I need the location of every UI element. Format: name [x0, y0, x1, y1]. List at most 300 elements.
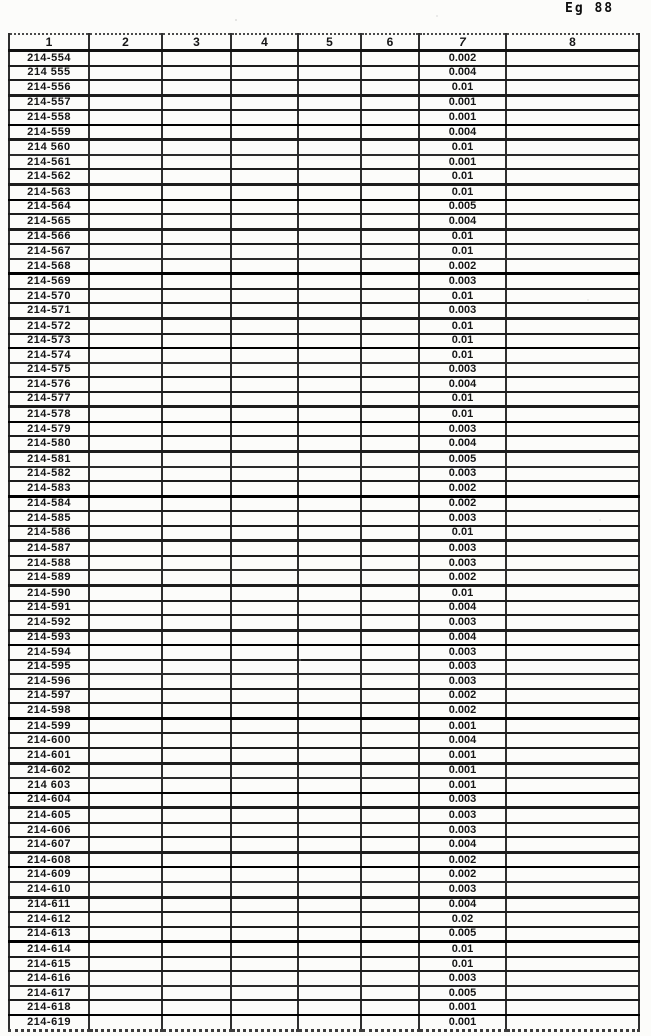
- cell-col4: [231, 348, 298, 363]
- cell-col5: [298, 808, 361, 823]
- cell-col8: [506, 66, 639, 81]
- cell-col3: [162, 660, 231, 675]
- cell-col3: [162, 733, 231, 748]
- cell-col7: 0.01: [419, 334, 506, 349]
- cell-col4: [231, 1000, 298, 1015]
- cell-col5: [298, 927, 361, 942]
- cell-col8: [506, 541, 639, 556]
- cell-col6: [361, 363, 419, 378]
- cell-col5: [298, 912, 361, 927]
- cell-col5: [298, 66, 361, 81]
- cell-col8: [506, 200, 639, 215]
- table-body: [9, 51, 639, 1031]
- cell-col6: [361, 451, 419, 466]
- cell-col8: [506, 630, 639, 645]
- table-row: [9, 289, 639, 304]
- cell-col6: [361, 66, 419, 81]
- cell-col7: 0.005: [419, 451, 506, 466]
- cell-col8: [506, 274, 639, 289]
- cell-col2: [89, 718, 162, 733]
- cell-col3: [162, 214, 231, 229]
- cell-col7: 0.001: [419, 718, 506, 733]
- cell-col8: [506, 912, 639, 927]
- cell-col8: [506, 95, 639, 110]
- table-row: [9, 867, 639, 882]
- cell-col1: 214-565: [9, 214, 89, 229]
- cell-col6: [361, 169, 419, 184]
- cell-col5: [298, 229, 361, 244]
- cell-col2: [89, 971, 162, 986]
- cell-col3: [162, 927, 231, 942]
- cell-col6: [361, 660, 419, 675]
- table-row: [9, 748, 639, 763]
- cell-col4: [231, 897, 298, 912]
- table-row: [9, 703, 639, 718]
- cell-col5: [298, 289, 361, 304]
- cell-col7: 0.002: [419, 852, 506, 867]
- cell-col2: [89, 942, 162, 957]
- cell-col7: 0.001: [419, 748, 506, 763]
- table-row: [9, 912, 639, 927]
- cell-col7: 0.003: [419, 793, 506, 808]
- cell-col4: [231, 852, 298, 867]
- cell-col2: [89, 882, 162, 897]
- cell-col6: [361, 852, 419, 867]
- cell-col7: 0.003: [419, 511, 506, 526]
- table-row: [9, 526, 639, 541]
- cell-col8: [506, 377, 639, 392]
- cell-col5: [298, 986, 361, 1001]
- cell-col5: [298, 392, 361, 407]
- cell-col6: [361, 927, 419, 942]
- cell-col4: [231, 140, 298, 155]
- cell-col4: [231, 674, 298, 689]
- cell-col2: [89, 808, 162, 823]
- cell-col5: [298, 867, 361, 882]
- table-row: [9, 823, 639, 838]
- cell-col7: 0.004: [419, 733, 506, 748]
- cell-col1: 214-563: [9, 185, 89, 200]
- cell-col5: [298, 200, 361, 215]
- cell-col4: [231, 556, 298, 571]
- cell-col1: 214-577: [9, 392, 89, 407]
- table-row: [9, 957, 639, 972]
- cell-col5: [298, 837, 361, 852]
- cell-col4: [231, 125, 298, 140]
- cell-col8: [506, 957, 639, 972]
- cell-col2: [89, 303, 162, 318]
- cell-col4: [231, 511, 298, 526]
- cell-col4: [231, 526, 298, 541]
- cell-col7: 0.02: [419, 912, 506, 927]
- table-row: [9, 541, 639, 556]
- cell-col7: 0.003: [419, 467, 506, 482]
- cell-col7: 0.004: [419, 125, 506, 140]
- cell-col5: [298, 51, 361, 66]
- cell-col5: [298, 377, 361, 392]
- cell-col2: [89, 169, 162, 184]
- cell-col7: 0.003: [419, 674, 506, 689]
- table-row: [9, 570, 639, 585]
- cell-col2: [89, 689, 162, 704]
- table-row: [9, 674, 639, 689]
- cell-col6: [361, 570, 419, 585]
- cell-col5: [298, 214, 361, 229]
- cell-col6: [361, 1015, 419, 1031]
- page-stamp: Eg 88: [565, 1, 615, 16]
- cell-col6: [361, 942, 419, 957]
- cell-col8: [506, 319, 639, 334]
- cell-col8: [506, 971, 639, 986]
- cell-col2: [89, 986, 162, 1001]
- cell-col7: 0.002: [419, 481, 506, 496]
- cell-col6: [361, 674, 419, 689]
- cell-col4: [231, 585, 298, 600]
- cell-col3: [162, 377, 231, 392]
- cell-col8: [506, 526, 639, 541]
- cell-col5: [298, 793, 361, 808]
- cell-col7: 0.01: [419, 585, 506, 600]
- table-row: [9, 630, 639, 645]
- cell-col8: [506, 645, 639, 660]
- cell-col8: [506, 703, 639, 718]
- cell-col5: [298, 80, 361, 95]
- cell-col6: [361, 897, 419, 912]
- table-row: [9, 51, 639, 66]
- cell-col3: [162, 526, 231, 541]
- table-row: [9, 110, 639, 125]
- cell-col5: [298, 601, 361, 616]
- cell-col3: [162, 912, 231, 927]
- table-row: [9, 793, 639, 808]
- cell-col2: [89, 630, 162, 645]
- table-row: [9, 259, 639, 274]
- table-row: [9, 808, 639, 823]
- cell-col5: [298, 630, 361, 645]
- cell-col1: 214-597: [9, 689, 89, 704]
- cell-col4: [231, 541, 298, 556]
- cell-col6: [361, 80, 419, 95]
- table-row: [9, 733, 639, 748]
- cell-col1: 214-593: [9, 630, 89, 645]
- cell-col6: [361, 110, 419, 125]
- cell-col3: [162, 244, 231, 259]
- cell-col7: 0.01: [419, 526, 506, 541]
- cell-col6: [361, 867, 419, 882]
- table-row: [9, 363, 639, 378]
- table-row: [9, 467, 639, 482]
- cell-col8: [506, 125, 639, 140]
- cell-col7: 0.002: [419, 259, 506, 274]
- cell-col4: [231, 66, 298, 81]
- table-row: [9, 585, 639, 600]
- cell-col2: [89, 660, 162, 675]
- cell-col1: 214-580: [9, 436, 89, 451]
- table-row: [9, 66, 639, 81]
- cell-col2: [89, 377, 162, 392]
- cell-col5: [298, 422, 361, 437]
- cell-col6: [361, 436, 419, 451]
- table-row: [9, 377, 639, 392]
- cell-col8: [506, 718, 639, 733]
- cell-col5: [298, 689, 361, 704]
- cell-col5: [298, 259, 361, 274]
- cell-col2: [89, 601, 162, 616]
- cell-col6: [361, 630, 419, 645]
- cell-col6: [361, 585, 419, 600]
- cell-col7: 0.002: [419, 496, 506, 511]
- cell-col8: [506, 451, 639, 466]
- cell-col4: [231, 185, 298, 200]
- cell-col2: [89, 80, 162, 95]
- cell-col6: [361, 733, 419, 748]
- cell-col1: 214-576: [9, 377, 89, 392]
- cell-col8: [506, 615, 639, 630]
- cell-col1: 214-573: [9, 334, 89, 349]
- cell-col3: [162, 334, 231, 349]
- cell-col7: 0.003: [419, 363, 506, 378]
- cell-col5: [298, 125, 361, 140]
- cell-col1: 214-615: [9, 957, 89, 972]
- cell-col4: [231, 422, 298, 437]
- cell-col3: [162, 808, 231, 823]
- cell-col8: [506, 733, 639, 748]
- cell-col1: 214-575: [9, 363, 89, 378]
- cell-col5: [298, 778, 361, 793]
- cell-col3: [162, 185, 231, 200]
- cell-col7: 0.01: [419, 942, 506, 957]
- cell-col1: 214-572: [9, 319, 89, 334]
- cell-col1: 214-596: [9, 674, 89, 689]
- cell-col8: [506, 185, 639, 200]
- cell-col8: [506, 80, 639, 95]
- table-row: [9, 718, 639, 733]
- cell-col1: 214-574: [9, 348, 89, 363]
- cell-col2: [89, 436, 162, 451]
- cell-col8: [506, 422, 639, 437]
- cell-col1: 214-583: [9, 481, 89, 496]
- cell-col1: 214-556: [9, 80, 89, 95]
- cell-col1: 214 603: [9, 778, 89, 793]
- cell-col6: [361, 125, 419, 140]
- cell-col5: [298, 303, 361, 318]
- cell-col6: [361, 140, 419, 155]
- table-row: [9, 95, 639, 110]
- cell-col4: [231, 377, 298, 392]
- cell-col7: 0.002: [419, 51, 506, 66]
- cell-col6: [361, 971, 419, 986]
- cell-col4: [231, 823, 298, 838]
- cell-col5: [298, 585, 361, 600]
- cell-col1: 214-619: [9, 1015, 89, 1031]
- cell-col8: [506, 303, 639, 318]
- cell-col6: [361, 763, 419, 778]
- column-header-4: 4: [231, 34, 298, 51]
- cell-col6: [361, 703, 419, 718]
- cell-col3: [162, 259, 231, 274]
- cell-col8: [506, 348, 639, 363]
- cell-col4: [231, 942, 298, 957]
- cell-col3: [162, 155, 231, 170]
- cell-col5: [298, 674, 361, 689]
- cell-col4: [231, 957, 298, 972]
- cell-col3: [162, 601, 231, 616]
- cell-col2: [89, 570, 162, 585]
- table-row: [9, 185, 639, 200]
- cell-col1: 214-609: [9, 867, 89, 882]
- table-row: [9, 837, 639, 852]
- cell-col7: 0.003: [419, 823, 506, 838]
- cell-col5: [298, 496, 361, 511]
- cell-col6: [361, 214, 419, 229]
- table-row: [9, 200, 639, 215]
- cell-col1: 214-558: [9, 110, 89, 125]
- cell-col5: [298, 274, 361, 289]
- cell-col7: 0.01: [419, 319, 506, 334]
- cell-col3: [162, 200, 231, 215]
- cell-col4: [231, 155, 298, 170]
- cell-col4: [231, 733, 298, 748]
- cell-col1: 214-616: [9, 971, 89, 986]
- cell-col3: [162, 971, 231, 986]
- cell-col3: [162, 66, 231, 81]
- cell-col2: [89, 1000, 162, 1015]
- cell-col5: [298, 155, 361, 170]
- cell-col1: 214-591: [9, 601, 89, 616]
- cell-col7: 0.002: [419, 703, 506, 718]
- cell-col8: [506, 496, 639, 511]
- cell-col8: [506, 585, 639, 600]
- cell-col8: [506, 407, 639, 422]
- cell-col7: 0.003: [419, 615, 506, 630]
- cell-col5: [298, 852, 361, 867]
- cell-col3: [162, 51, 231, 66]
- cell-col1: 214-579: [9, 422, 89, 437]
- cell-col4: [231, 319, 298, 334]
- table-row: [9, 852, 639, 867]
- cell-col3: [162, 615, 231, 630]
- cell-col3: [162, 169, 231, 184]
- cell-col5: [298, 334, 361, 349]
- cell-col4: [231, 912, 298, 927]
- cell-col3: [162, 229, 231, 244]
- cell-col5: [298, 110, 361, 125]
- cell-col2: [89, 778, 162, 793]
- cell-col4: [231, 392, 298, 407]
- cell-col5: [298, 645, 361, 660]
- cell-col5: [298, 748, 361, 763]
- cell-col4: [231, 971, 298, 986]
- cell-col6: [361, 526, 419, 541]
- cell-col7: 0.003: [419, 556, 506, 571]
- table-row: [9, 140, 639, 155]
- table-row: [9, 601, 639, 616]
- cell-col6: [361, 541, 419, 556]
- cell-col8: [506, 140, 639, 155]
- cell-col6: [361, 986, 419, 1001]
- cell-col3: [162, 570, 231, 585]
- cell-col7: 0.01: [419, 407, 506, 422]
- cell-col5: [298, 570, 361, 585]
- cell-col3: [162, 496, 231, 511]
- cell-col8: [506, 986, 639, 1001]
- table-row: [9, 80, 639, 95]
- cell-col4: [231, 51, 298, 66]
- cell-col1: 214 560: [9, 140, 89, 155]
- cell-col2: [89, 645, 162, 660]
- cell-col3: [162, 852, 231, 867]
- cell-col2: [89, 1015, 162, 1031]
- cell-col5: [298, 526, 361, 541]
- table-row: [9, 392, 639, 407]
- cell-col2: [89, 733, 162, 748]
- column-header-2: 2: [89, 34, 162, 51]
- cell-col3: [162, 748, 231, 763]
- cell-col1: 214-581: [9, 451, 89, 466]
- cell-col7: 0.003: [419, 882, 506, 897]
- cell-col6: [361, 244, 419, 259]
- cell-col7: 0.003: [419, 303, 506, 318]
- table-row: [9, 615, 639, 630]
- cell-col1: 214-602: [9, 763, 89, 778]
- cell-col7: 0.002: [419, 867, 506, 882]
- cell-col2: [89, 392, 162, 407]
- cell-col1: 214-595: [9, 660, 89, 675]
- cell-col2: [89, 496, 162, 511]
- cell-col1: 214-606: [9, 823, 89, 838]
- cell-col4: [231, 630, 298, 645]
- cell-col2: [89, 319, 162, 334]
- table-row: [9, 481, 639, 496]
- column-header-3: 3: [162, 34, 231, 51]
- table-row: [9, 763, 639, 778]
- cell-col7: 0.002: [419, 570, 506, 585]
- cell-col8: [506, 882, 639, 897]
- cell-col2: [89, 541, 162, 556]
- cell-col3: [162, 422, 231, 437]
- cell-col1: 214-588: [9, 556, 89, 571]
- cell-col3: [162, 674, 231, 689]
- cell-col5: [298, 436, 361, 451]
- cell-col3: [162, 467, 231, 482]
- cell-col2: [89, 451, 162, 466]
- cell-col1: 214-598: [9, 703, 89, 718]
- cell-col4: [231, 363, 298, 378]
- cell-col4: [231, 1015, 298, 1031]
- cell-col8: [506, 229, 639, 244]
- cell-col8: [506, 467, 639, 482]
- cell-col1: 214-571: [9, 303, 89, 318]
- cell-col1: 214-618: [9, 1000, 89, 1015]
- cell-col8: [506, 556, 639, 571]
- cell-col8: [506, 481, 639, 496]
- cell-col3: [162, 897, 231, 912]
- table-row: [9, 971, 639, 986]
- cell-col8: [506, 689, 639, 704]
- cell-col7: 0.001: [419, 95, 506, 110]
- table-row: [9, 942, 639, 957]
- table-row: [9, 986, 639, 1001]
- cell-col3: [162, 763, 231, 778]
- cell-col3: [162, 303, 231, 318]
- cell-col3: [162, 1000, 231, 1015]
- cell-col3: [162, 793, 231, 808]
- cell-col4: [231, 244, 298, 259]
- table-row: [9, 1000, 639, 1015]
- cell-col4: [231, 451, 298, 466]
- cell-col3: [162, 110, 231, 125]
- cell-col6: [361, 185, 419, 200]
